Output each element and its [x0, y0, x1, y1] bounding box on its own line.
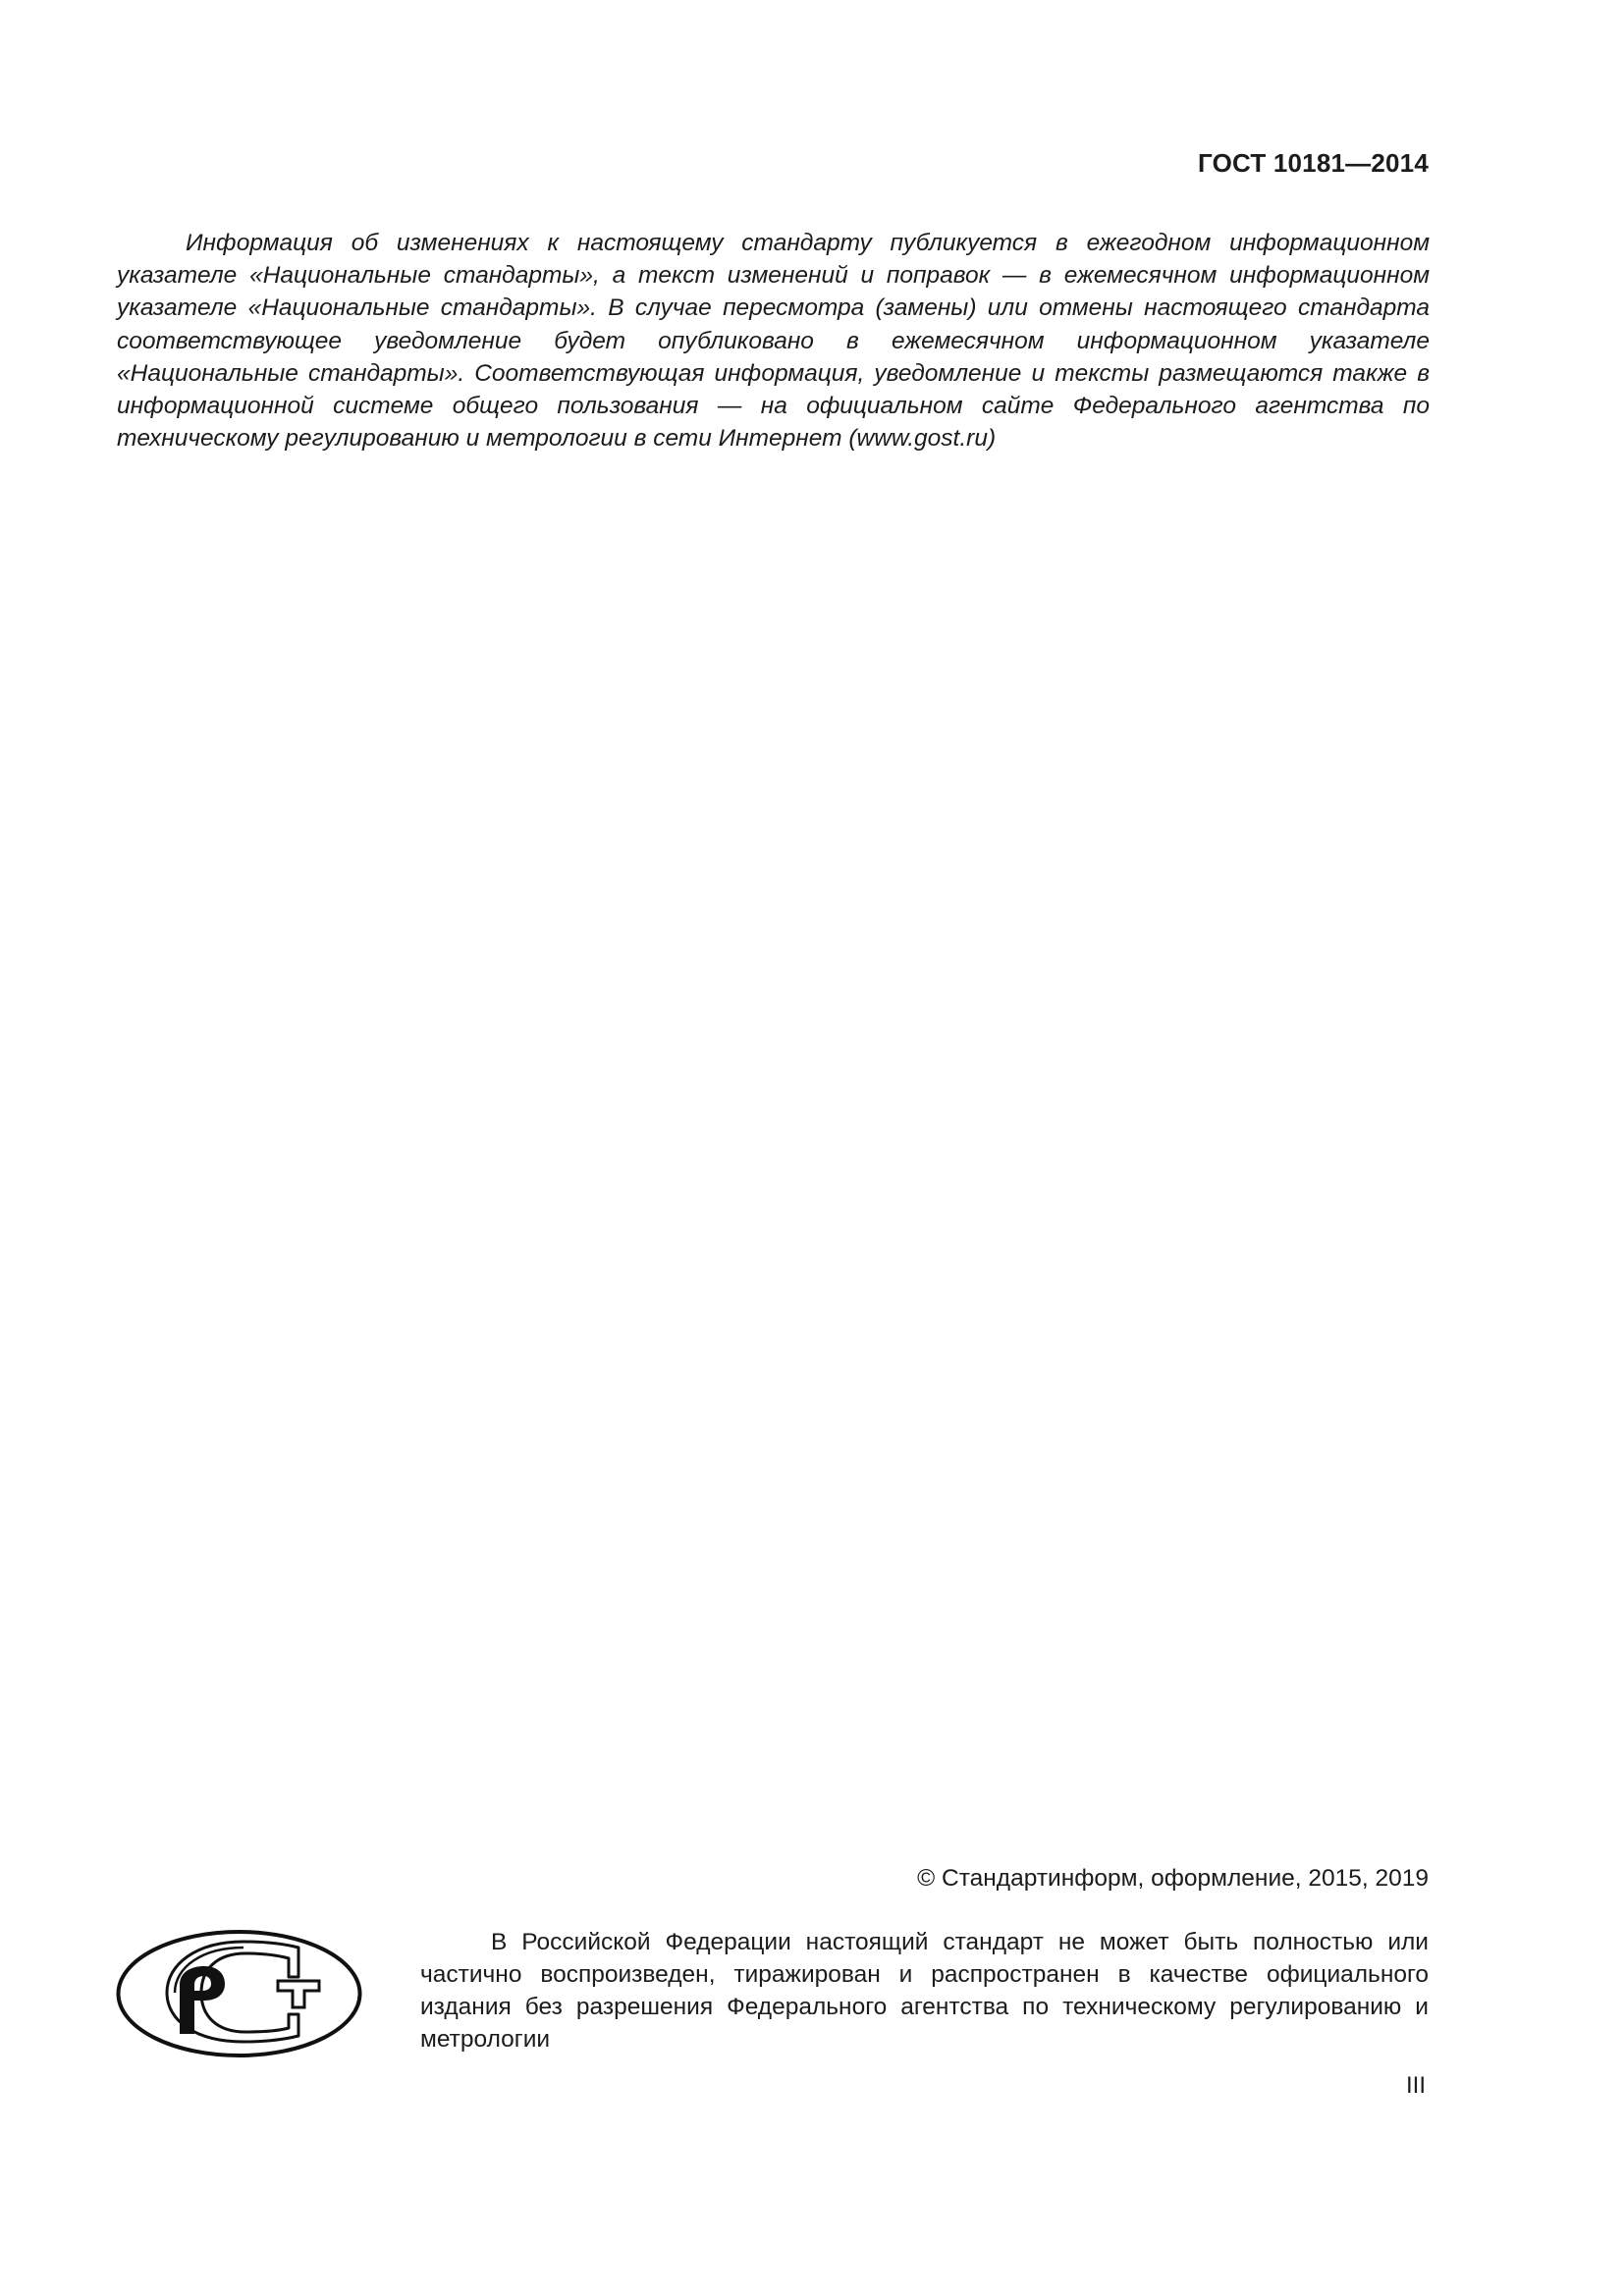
copyright-notice: © Стандартинформ, оформление, 2015, 2019 — [917, 1865, 1429, 1892]
rst-conformity-mark-icon — [116, 1930, 362, 2057]
amendments-info-paragraph: Информация об изменениях к настоящему стандарту публикуется в ежегодном информационном указателе «Национальные стандарты», а текст изменений и поправок — в ежемесячном информационном указателе «Национальные стандарты». В случае пересмотра (замены) или отмены настоящего стандарта соответствующее уведомление будет опубликовано в ежемесячном информационном указателе «Национальные стандарты». Соответствующая информация, уведомление и тексты размещаются также в информационной системе общего пользования — на официальном сайте Федерального агентства по техническому регулированию и метрологии в сети Интернет (www.gost.ru) — [117, 230, 1430, 453]
reproduction-rights-notice: В Российской Федерации настоящий стандарт не может быть полностью или частично воспроизведен, тиражирован и распространен в качестве официального издания без разрешения Федерального агентства по техническому регулированию и метрологии — [420, 1929, 1429, 2053]
page-number: III — [1405, 2072, 1426, 2099]
document-id: ГОСТ 10181—2014 — [1198, 148, 1429, 178]
